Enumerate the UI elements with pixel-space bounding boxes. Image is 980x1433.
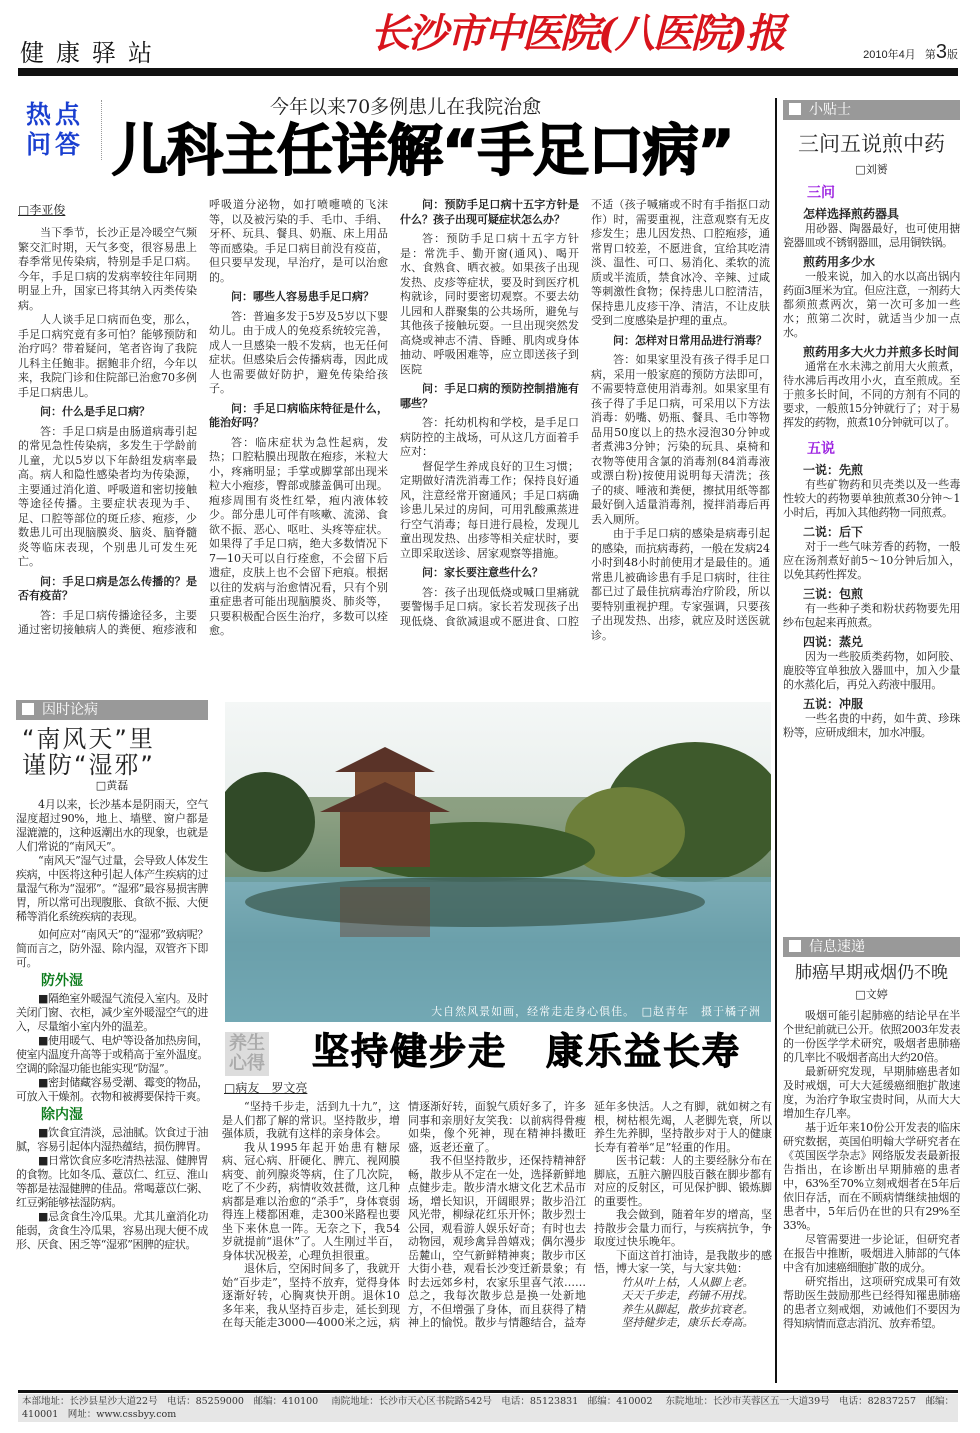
address-south: 南院地址：长沙市天心区书院路542号 电话：85123831 邮编：410002 (331, 1396, 653, 1407)
tip-heading: 煎药用多大火力并煎多长时间 (803, 345, 960, 359)
tip-heading: 四说：蒸兑 (803, 635, 864, 649)
walk-article-title: 坚持健步走 康乐益长寿 (312, 1030, 741, 1073)
question: 问：手足口病临床特征是什么，能治好吗？ (209, 401, 388, 429)
tip-text: 用砂器、陶器最好，也可使用搪瓷器皿或不锈钢器皿，忌用铜铁锅。 (783, 222, 960, 249)
news-body (783, 1009, 960, 1331)
tip-text: 一些名贵的中药，如牛黄、珍珠粉等，应研成细末，加水冲服。 (783, 712, 960, 739)
paragraph: 答：孩子出现低烧或喊口里痛就要警惕手足口病。家长若发现孩子出现低烧、食欲减退或不愿进食、口腔不适（孩子喊痛或不时有手指抠口动作）时，需要重视，注意观察有无皮疹发生；患儿因发热、口腔疱疹，通常胃口较差，不愿进食，宜给其吃清淡、温性、可口、易消化、柔软的流质或半流质，禁食冰冷、辛辣、过咸等刺激性食物；保持患儿口腔清洁，保持患儿皮疹干净、清洁，不让皮肤受到二度感染是护理的重点。 (400, 198, 770, 628)
paragraph: 我不但坚持散步，还保持精神舒畅，散步从不定在一处，选择新鲜地点健步走。散步清水塘文化艺术品市场，增长知识，开阔眼界；散步沿江风光带，柳绿花红乐开怀；散步烈士公园，观看游人娱乐好奇；有时也去动物园，观珍禽异兽嬉戏；偶尔漫步岳麓山，空气新鲜精神爽；散步市区大街小巷，观看长沙变迁新景象；有时去远郊乡村，农家乐里喜气浓……总之，我每次散步总是换一处新地方，不但增强了身体，而且获得了精神上的愉悦。散步与情趣结合，益寿延年多快活。人之有脚，就如树之有根，树枯根先竭，人老脚先衰，所以养生先养脚，坚持散步对于人的健康长寿有着举“足”轻重的作用。 (408, 1100, 772, 1329)
paragraph: 答：托幼机构和学校，是手足口病防控的主战场，可从这几方面着手应对： (400, 416, 579, 458)
paragraph: 答：临床症状为急性起病，发热；口腔粘膜出现散在疱疹，米粒大小，疼痛明显；手掌或脚掌部出现米粒大小疱疹，臀部或膝盖偶可出现。疱疹周围有炎性红晕，疱内液体较少。部分患儿可伴有咳嗽、流涕、食欲不振、恶心、呕吐、头疼等症状。如果得了手足口病，绝大多数情况下7—10天可以自行痊愈，不会留下后遗症，皮肤上也不会留下疤痕。根据以往的发病与治愈情况看，只有个别重症患者可能出现脑膜炎、肺炎等，只要积极配合医生治疗，多数可以痊愈。 (209, 435, 388, 637)
paragraph: 吸烟可能引起肺癌的结论早在半个世纪前就已公开。依照2003年发表的一份医学学术研究，吸烟者患肺癌的几率比不吸烟者高出大约20倍。 (783, 1009, 960, 1064)
paragraph: 退休后，空闲时间多了，我就开始“百步走”，坚持不放弃，觉得身体逐渐好转，心胸爽快开朗。退休10多年来，我从坚持百步走，延长到现在每天能走3000—4000米之远，病情逐渐好转，面貌气质好多了，许多同事和亲朋好友笑我：以前病得骨瘦如柴，像个死神，现在精神抖擞旺盛，返老还童了。 (222, 1100, 586, 1329)
paragraph: 答：如果家里没有孩子得手足口病，采用一般家庭的预防方法即可，不需要特意使用消毒剂。如果家里有孩子得了手足口病，可采用以下方法消毒：奶嘴、奶瓶、餐具、毛巾等物品用50度以上的热水浸泡30分钟或者煮沸3分钟；污染的玩具、桌椅和衣物等使用含氯的消毒剂(84消毒液或漂白粉)按使用说明每天清洗；孩子的痰、唾液和粪便，擦拭用纸等都最好倒入适量消毒剂，搅拌消毒后再丢入厕所。 (591, 353, 770, 526)
pavilion-lake-image (225, 702, 771, 1022)
poem-line: 养生从脚起，散步抗衰老。 (621, 1302, 754, 1316)
paragraph: 4月以来，长沙基本是阴雨天，空气湿度超过90%，地上、墙壁、窗户都是湿漉漉的，这种返潮出水的现象，也就是人们常说的“南风天”。 (16, 798, 208, 853)
byline: □黄磊 (95, 779, 129, 792)
landscape-photo (225, 702, 771, 1022)
bullet-item: ■饮食宜清淡，忌油腻。饮食过于油腻，容易引起体内湿热蕴结，损伤脾胃。 (16, 1126, 208, 1153)
paragraph: 人人谈手足口病而色变，那么，手足口病究竟有多可怕？能够预防和治疗吗？带着疑问，笔者咨询了我院儿科主任鲍非。据鲍非介绍，今年以来，我院门诊和住院部已治愈70多例手足口病患儿。 (18, 313, 197, 399)
article-title: 儿科主任详解“手足口病” (112, 119, 734, 184)
bullet-item: ■使用暖气、电炉等设备加热房间，使室内温度升高等于或稍高于室外温度。空调的除湿功能也能实现“防湿”。 (16, 1034, 208, 1075)
paragraph: 尽管需要进一步论证，但研究者在报告中推断，吸烟进入肺部的气体中含有加速癌细胞扩散的成分。 (783, 1233, 960, 1274)
address-main: 本部地址：长沙县星沙大道22号 电话：85259000 邮编：410100 (22, 1396, 319, 1407)
spacer (783, 430, 960, 436)
bullet-item: ■隔绝室外暖湿气流侵入室内。及时关闭门窗、衣柜，减少室外暖湿空气的进入，尽量缩小室内外的温差。 (16, 992, 208, 1033)
newspaper-logo: 长沙市中医院(八医院)报 (370, 10, 784, 57)
tip-text: 有些矿物药和贝壳类以及一些毒性较大的药物要单独煎煮30分钟～1小时后，再加入其他药物一同煎煮。 (783, 478, 960, 519)
title-line: 谨防“湿邪” (22, 751, 155, 779)
column-divider (775, 98, 777, 1383)
article-subtitle: 今年以来70多例患儿在我院治愈 (270, 96, 542, 118)
paragraph: 医书记载：人的主要经脉分布在脚底，五脏六腑四肢百骸在脚步都有对应的反射区，可见保护脚、锻炼脚的重要性。 (594, 1154, 772, 1208)
tag-line: 问答 (26, 130, 85, 159)
tip-heading: 煎药用多少水 (803, 255, 876, 269)
tips-group-heading: 三问 (807, 185, 835, 201)
paragraph: 下面这首打油诗，是我散步的感悟，博大家一笑，与大家共勉： (594, 1248, 772, 1275)
news-box (783, 937, 960, 1331)
walk-article-body (222, 1100, 772, 1330)
tip-heading: 三说：包煎 (803, 587, 864, 601)
bullet-item: ■日常饮食应多吃清热祛湿、健脾胃的食物。比如冬瓜、薏苡仁、红豆、淮山等都是祛湿健脾的佳品。常喝薏苡仁粥、红豆粥能够祛湿防病。 (16, 1154, 208, 1209)
section-name: 健康驿站 (20, 39, 164, 67)
tag-line: 热点 (26, 100, 85, 129)
tip-heading: 二说：后下 (803, 525, 864, 539)
tip-text: 一般来说，加入的水以高出锅内药面3厘米为宜。但应注意，一剂药大都须煎煮两次，第一次可多加一些水；煎第二次时，就适当少加一点水。 (783, 270, 960, 339)
byline: □李亚俊 (18, 203, 66, 217)
paragraph: 如何应对“南风天”的“湿邪”致病呢？简而言之，防外湿、除内湿，双管齐下即可。 (16, 928, 208, 969)
page-prefix: 第 (924, 49, 936, 61)
photo-caption: 大自然风景如画，经常走走身心俱佳。 □赵青年 摄于橘子洲 (431, 1005, 761, 1018)
section-heading: 除内湿 (41, 1107, 83, 1123)
news-title: 肺癌早期戒烟仍不晚 (795, 963, 948, 983)
box-header (783, 100, 960, 120)
paragraph: 答：普遍多发于5岁及5岁以下婴幼儿。由于成人的免疫系统较完善，成人一旦感染一般不发病，也无任何症状。但感染后会传播病毒，因此成人也需要做好防护，避免传染给孩子。 (209, 309, 388, 395)
article-body (18, 198, 770, 643)
paragraph: 基于近年来10份公开发表的临床研究数据，英国伯明翰大学研究者在《英国医学杂志》网络版发表最新报告指出，在诊断出早期肺癌的患者中，63%至70%立刻戒烟者在5年后依旧存活，而在不顾病情继续抽烟的患者中，5年后仍在世的只有29%至33%。 (783, 1121, 960, 1232)
question: 问：什么是手足口病？ (40, 405, 150, 418)
season-body (16, 798, 208, 1252)
tip-heading: 怎样选择煎药器具 (803, 207, 900, 221)
tip-heading: 一说：先煎 (803, 463, 864, 477)
tips-box (783, 100, 960, 746)
health-tag: 养生心得 (225, 1032, 269, 1076)
paragraph: 研究指出，这项研究成果可有效帮助医生鼓励那些已经得知罹患肺癌的患者立刻戒烟，劝诫他们不要因为得知病情而意志消沉、放弃希望。 (783, 1275, 960, 1330)
hot-qa-tag (26, 100, 102, 160)
paragraph: 当下季节，长沙正是冷暖空气频繁交汇时期，天气多变，很容易患上春季常见传染病，特别是手足口病。今年，手足口病的发病率较往年同期明显上升，国家已将其纳入丙类传染病。 (18, 226, 197, 312)
paragraph: 由于手足口病的感染是病毒引起的感染，而抗病毒药，一般在发病24小时到48小时前使用才是最佳的。通常患儿被确诊患有手足口病时，往往都已过了最佳抗病毒治疗阶段，所以要特别重视护理。专家强调，只要孩子出现发热、出疹，就应及时送医就诊。 (591, 527, 770, 642)
byline: □刘赟 (855, 163, 888, 176)
paragraph: 我会做到，随着年岁的增高，坚持散步会量力而行，与疾病抗争，争取度过快乐晚年。 (594, 1208, 772, 1248)
byline: □文婷 (855, 988, 888, 1001)
title-line: “南风天”里 (22, 725, 155, 753)
byline: □病友 罗文亮 (224, 1081, 308, 1095)
square-icon (789, 940, 801, 952)
tips-content (783, 184, 960, 746)
box-header-label: 小贴士 (809, 102, 851, 118)
tip-text: 对于一些气味芳香的药物，一般应在汤剂煮好前5～10分钟后加入，以免其药性挥发。 (783, 540, 960, 581)
tip-text: 因为一些胶质类药物，如阿胶、鹿胶等宜单独放入器皿中，加入少量的水蒸化后，再兑入药液中服用。 (783, 650, 960, 691)
tips-title: 三问五说煎中药 (798, 132, 945, 156)
paragraph: 答：预防手足口病十五字方针是：常洗手、勤开窗(通风)、喝开水、食熟食、晒衣被。如果孩子出现发热、皮疹等症状，要及时到医疗机构就诊，同时要密切观察。不要去幼儿园和人群聚集的公共场所，避免与其他孩子接触玩耍。一旦出现突然发高烧或神志不清、昏睡、肌肉或身体抽动、呼吸困难等，应立即送孩子到医院 (400, 232, 579, 376)
question: 问：手足口病是怎么传播的？是否有疫苗？ (18, 574, 197, 602)
box-header-label: 信息速递 (809, 939, 865, 955)
paragraph: “坚持千步走，活到九十九”，这是人们都了解的常识。坚持散步，增强体质，我就有这样的亲身体会。 (222, 1100, 400, 1140)
address-east: 东院地址：长沙市芙蓉区五一大道39号 电话：82837257 邮编：410001 网址：www.cssbyy.com (22, 1396, 954, 1420)
header-rule (18, 68, 958, 76)
question: 问：家长要注意些什么？ (422, 566, 543, 579)
paragraph: “南风天”湿气过量，会导致人体发生疾病，中医将这种引起人体产生疾病的过量湿气称为“湿邪”。“湿邪”最容易损害脾胃，所以常可出现腹胀、食欲不振、大便稀等消化系统疾病的表现。 (16, 854, 208, 923)
footer-rule (18, 1390, 958, 1393)
question: 问：预防手足口病十五字方针是什么？孩子出现可疑症状怎么办？ (400, 198, 579, 226)
page-number: 3 (935, 41, 947, 63)
page-suffix: 版 (947, 49, 958, 61)
paragraph: 最新研究发现，早期肺癌患者如及时戒烟，可大大延缓癌细胞扩散速度，为治疗争取宝贵时间，从而大大增加生存几率。 (783, 1065, 960, 1120)
question: 问：哪些人容易患手足口病？ (231, 290, 374, 303)
section-heading: 防外湿 (41, 973, 83, 989)
tip-text: 通常在水未沸之前用大火煎煮，待水沸后再改用小火，直至煎成。至于煎多长时间，不同的方剂有不同的要求，一般煎15分钟就行了；对于易挥发的药物，煎煮10分钟就可以了。 (783, 360, 960, 429)
poem-line: 坚持健步走，康乐长寿高。 (621, 1316, 754, 1329)
season-article (16, 700, 208, 1252)
tip-text: 有一些种子类和粉状药物要先用纱布包起来再煎煮。 (783, 602, 960, 629)
season-title (22, 726, 208, 778)
square-icon (789, 103, 801, 115)
paragraph: 答：手足口病传播途径多，主要通过密切接触病人的粪便、疱疹液和呼吸道分泌物，如打喷嚏喷的飞沫等，以及被污染的手、毛巾、手绢、牙杯、玩具、餐具、奶瓶、床上用品等而感染。手足口病目前没有疫苗，但只要早发现，早治疗，是可以治愈的。 (18, 198, 388, 636)
bullet-item: ■忌贪食生冷瓜果。尤其儿童消化功能弱，贪食生冷瓜果，容易出现大便不成形、厌食、困乏等“湿邪”困脾的症状。 (16, 1210, 208, 1251)
paragraph: 答：手足口病是由肠道病毒引起的常见急性传染病，多发生于学龄前儿童，尤以5岁以下年龄组发病率最高。病人和隐性感染者均为传染源，主要通过消化道、呼吸道和密切接触等途径传播。主要症状表现为手、足、口腔等部位的斑丘疹、疱疹，少数患儿可出现脑膜炎、脑炎、脑脊髓炎等临床表现，个别患儿可发生死亡。 (18, 424, 197, 568)
question: 问：怎样对日常用品进行消毒？ (613, 333, 767, 347)
box-header (16, 700, 208, 720)
paragraph: 督促学生养成良好的卫生习惯；定期做好清洗消毒工作；保持良好通风，注意经常开窗通风；手足口病确诊患儿呆过的房间，可用乳酸熏蒸进行空气消毒；每日进行晨检，发现儿童出现发热、出疹等相关症状时，要立即采取送诊、居家观察等措施。 (400, 459, 579, 560)
tip-heading: 五说：冲服 (803, 697, 864, 711)
tips-group-heading: 五说 (807, 441, 835, 457)
square-icon (22, 703, 34, 715)
box-header-label: 因时论病 (42, 702, 98, 718)
poem-line: 天天千步走，药铺不用找。 (621, 1289, 754, 1302)
paragraph: 我从1995年起开始患有糖尿病、冠心病、肝硬化、脾亢、视网膜病变、前列腺炎等病，住了几次院，吃了不少药，病情收效甚微，这几种病都是难以治愈的“杀手”，身体衰弱得连上楼都困难，走300米路程也要坐下来休息一阵。无奈之下，我54岁就提前“退休”了。人生刚过半百，身体状况极差，心理负担很重。 (222, 1140, 400, 1262)
question: 问：手足口病的预防控制措施有哪些？ (400, 382, 579, 410)
poem-line: 竹从叶上枯，人从脚上老。 (621, 1275, 754, 1289)
footer-addresses (18, 1394, 958, 1422)
box-header (783, 937, 960, 957)
bullet-item: ■密封储藏容易受潮、霉变的物品，可放入干燥剂。衣物和被褥要保持干爽。 (16, 1076, 208, 1103)
spacer (783, 740, 960, 746)
issue-date: 2010年4月 (863, 49, 916, 61)
issue-info (863, 40, 958, 67)
